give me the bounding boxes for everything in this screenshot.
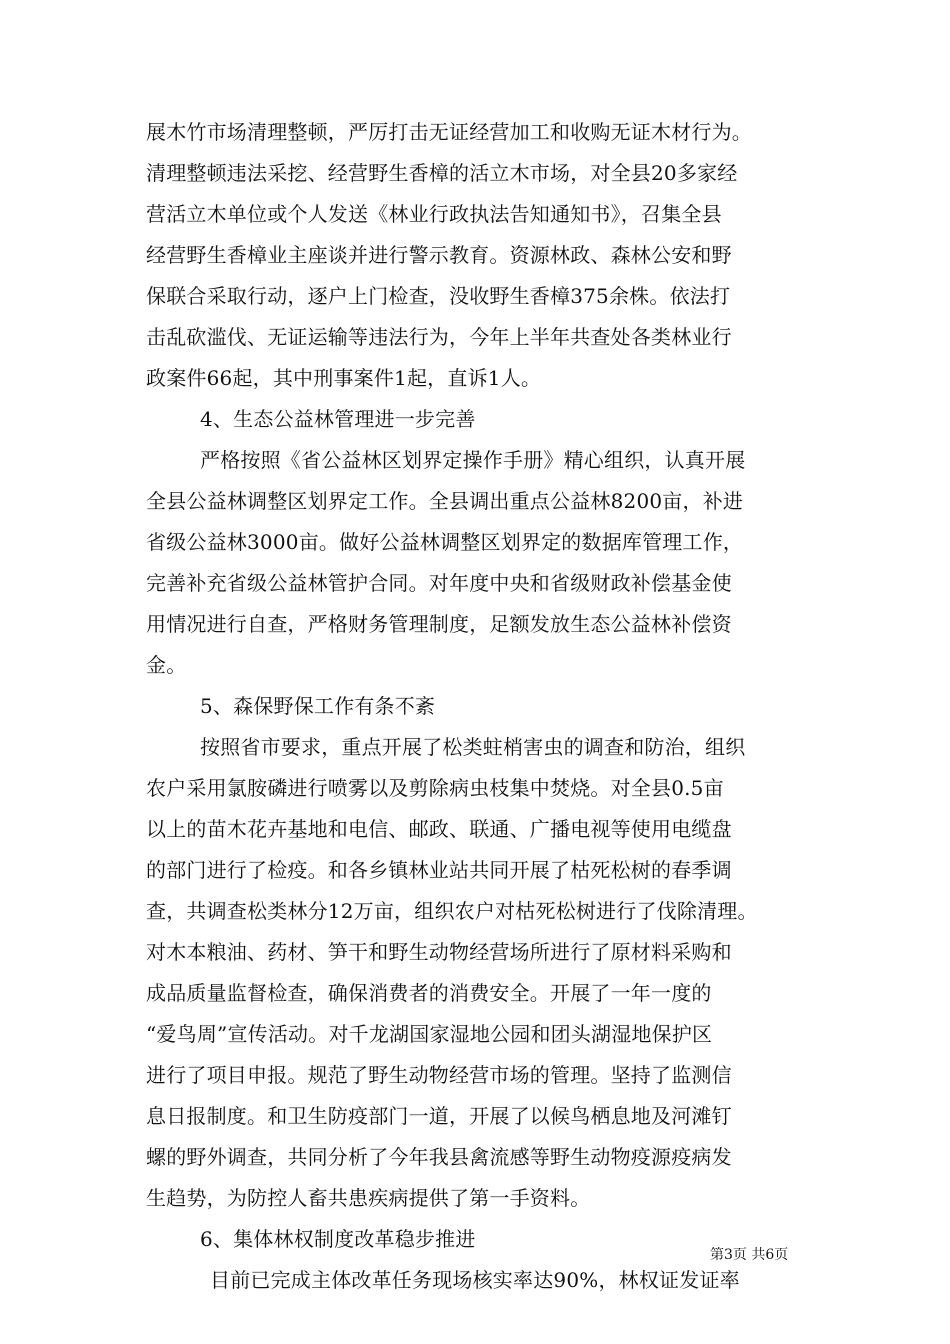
section-heading-6: 6、集体林权制度改革稳步推进 bbox=[200, 1227, 476, 1251]
body-line-27: 生趋势，为防控人畜共患疾病提供了第一手资料。 bbox=[146, 1186, 591, 1210]
body-line-29: 目前已完成主体改革任务现场核实率达90%，林权证发证率 bbox=[210, 1268, 740, 1292]
body-line-4: 经营野生香樟业主座谈并进行警示教育。资源林政、森林公安和野 bbox=[146, 243, 732, 267]
section-heading-4: 4、生态公益林管理进一步完善 bbox=[200, 407, 476, 431]
body-line-22: 成品质量监督检查，确保消费者的消费安全。开展了一年一度的 bbox=[146, 981, 712, 1005]
body-line-16: 按照省市要求，重点开展了松类蛀梢害虫的调查和防治，组织 bbox=[200, 735, 746, 759]
body-line-5: 保联合采取行动，逐户上门检查，没收野生香樟375余株。依法打 bbox=[146, 284, 731, 308]
body-line-12: 完善补充省级公益林管护合同。对年度中央和省级财政补偿基金使 bbox=[146, 571, 732, 595]
body-line-17: 农户采用氯胺磷进行喷雾以及剪除病虫枝集中焚烧。对全县0.5亩 bbox=[146, 776, 724, 800]
body-line-23: “爱鸟周”宣传活动。对千龙湖国家湿地公园和团头湖湿地保护区 bbox=[146, 1022, 713, 1046]
body-line-20: 查，共调查松类林分12万亩，组织农户对枯死松树进行了伐除清理。 bbox=[146, 899, 758, 923]
body-line-11: 省级公益林3000亩。做好公益林调整区划界定的数据库管理工作， bbox=[146, 530, 744, 554]
body-line-10: 全县公益林调整区划界定工作。全县调出重点公益林8200亩，补进 bbox=[146, 489, 744, 513]
body-line-13: 用情况进行自查，严格财务管理制度，足额发放生态公益林补偿资 bbox=[146, 612, 732, 636]
body-line-24: 进行了项目申报。规范了野生动物经营市场的管理。坚持了监测信 bbox=[146, 1063, 732, 1087]
body-line-3: 营活立木单位或个人发送《林业行政执法告知通知书》，召集全县 bbox=[146, 202, 722, 226]
body-line-2: 清理整顿违法采挖、经营野生香樟的活立木市场，对全县20多家经 bbox=[146, 161, 738, 185]
body-line-18: 以上的苗木花卉基地和电信、邮政、联通、广播电视等使用电缆盘 bbox=[146, 817, 732, 841]
body-line-14: 金。 bbox=[146, 653, 187, 677]
document-body bbox=[146, 112, 806, 1301]
body-line-1: 展木竹市场清理整顿，严厉打击无证经营加工和收购无证木材行为。 bbox=[146, 120, 752, 144]
body-line-21: 对木本粮油、药材、笋干和野生动物经营场所进行了原材料采购和 bbox=[146, 940, 732, 964]
body-line-19: 的部门进行了检疫。和各乡镇林业站共同开展了枯死松树的春季调 bbox=[146, 858, 732, 882]
body-line-6: 击乱砍滥伐、无证运输等违法行为，今年上半年共查处各类林业行 bbox=[146, 325, 732, 349]
page-number-footer: 第3页 共6页 bbox=[710, 1247, 789, 1263]
body-line-9: 严格按照《省公益林区划界定操作手册》精心组织，认真开展 bbox=[200, 448, 746, 472]
section-heading-5: 5、森保野保工作有条不紊 bbox=[200, 694, 436, 718]
body-line-26: 螺的野外调查，共同分析了今年我县禽流感等野生动物疫源疫病发 bbox=[146, 1145, 732, 1169]
body-line-7: 政案件66起，其中刑事案件1起，直诉1人。 bbox=[146, 366, 542, 390]
body-line-25: 息日报制度。和卫生防疫部门一道，开展了以候鸟栖息地及河滩钉 bbox=[146, 1104, 732, 1128]
